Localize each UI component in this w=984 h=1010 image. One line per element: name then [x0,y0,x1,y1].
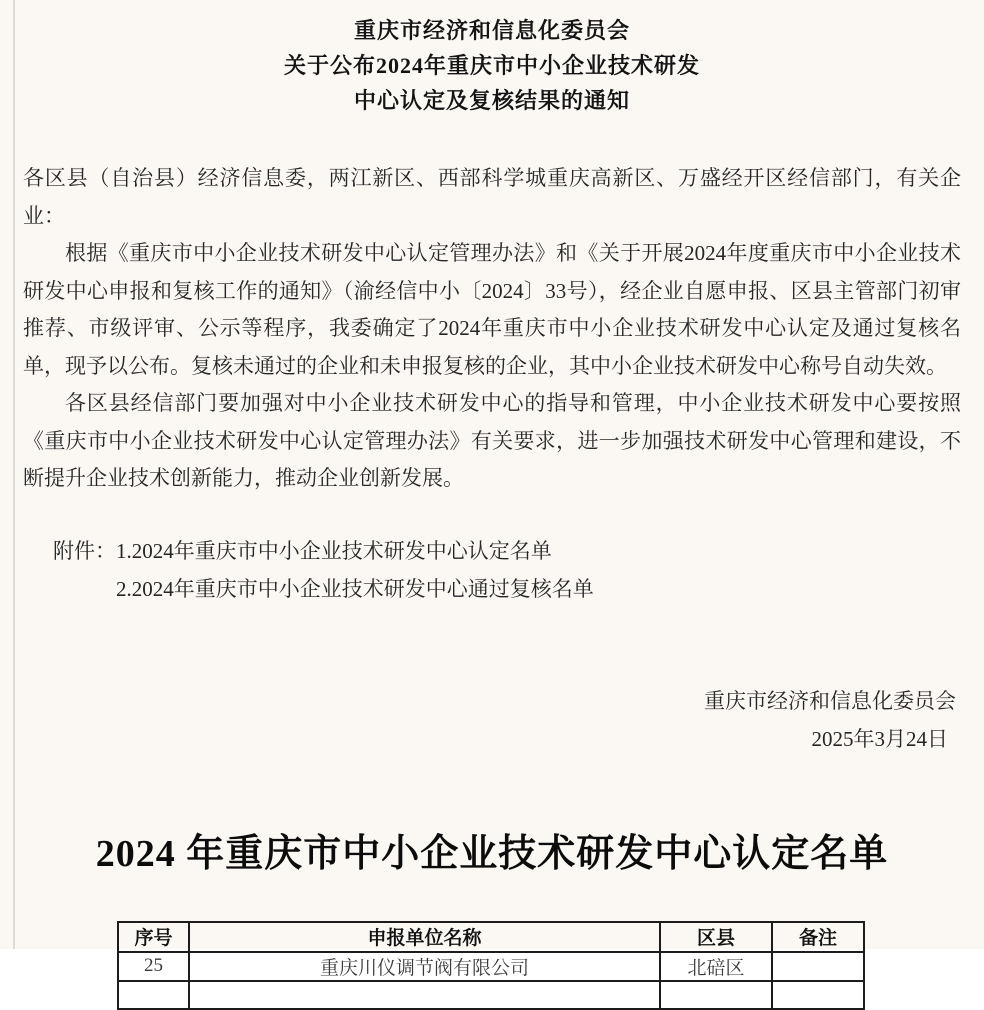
body-paragraph-2: 各区县经信部门要加强对中小企业技术研发中心的指导和管理，中小企业技术研发中心要按照《重庆市中小企业技术研发中心认定管理办法》有关要求，进一步加强技术研发中心管理和建设，不断提升企业技术创新能力，推动企业创新发展。 [23,391,961,490]
attachments-label: 附件： [53,538,116,563]
column-header-district: 区县 [660,922,772,952]
attachment-line-2 [53,570,984,608]
attachment-line-1 [53,532,984,570]
cell-remark [772,952,864,981]
cell-company-empty [189,981,660,1009]
table-row [118,952,864,981]
column-header-remark: 备注 [772,922,864,952]
cell-district-empty [660,981,772,1009]
attachments-block [53,532,984,608]
attachment-item-2: 2.2024年重庆市中小企业技术研发中心通过复核名单 [116,576,594,601]
scan-edge-line [13,0,15,949]
table-header-row [118,922,864,952]
cell-seq-empty [118,981,189,1009]
annex-table [117,921,865,1010]
title-line-1: 重庆市经济和信息化委员会 [353,18,630,43]
document-title [0,0,984,118]
title-line-3: 中心认定及复核结果的通知 [353,88,630,113]
notice-body [23,160,961,498]
attachment-item-1: 1.2024年重庆市中小企业技术研发中心认定名单 [116,538,552,563]
cell-remark-empty [772,981,864,1009]
signature-block [0,682,984,758]
signature-org: 重庆市经济和信息化委员会 [704,688,956,713]
table-row-partial [118,981,864,1009]
salutation: 各区县（自治县）经济信息委，两江新区、西部科学城重庆高新区、万盛经开区经信部门，有关企业： [23,166,961,228]
cell-company: 重庆川仪调节阀有限公司 [189,952,660,981]
title-line-2: 关于公布2024年重庆市中小企业技术研发 [283,53,700,78]
annex-heading: 2024 年重庆市中小企业技术研发中心认定名单 [95,832,889,875]
signature-date: 2025年3月24日 [811,726,948,751]
body-paragraph-1: 根据《重庆市中小企业技术研发中心认定管理办法》和《关于开展2024年度重庆市中小企业技术研发中心申报和复核工作的通知》（渝经信中小〔2024〕33号），经企业自愿申报、区县主管部门初审推荐、市级评审、公示等程序，我委确定了2024年重庆市中小企业技术研发中心认定及通过复核名单，现予以公布。复核未通过的企业和未申报复核的企业，其中小企业技术研发中心称号自动失效。 [23,241,961,378]
cell-district: 北碚区 [660,952,772,981]
cell-seq: 25 [118,952,189,981]
column-header-company: 申报单位名称 [189,922,660,952]
column-header-seq: 序号 [118,922,189,952]
